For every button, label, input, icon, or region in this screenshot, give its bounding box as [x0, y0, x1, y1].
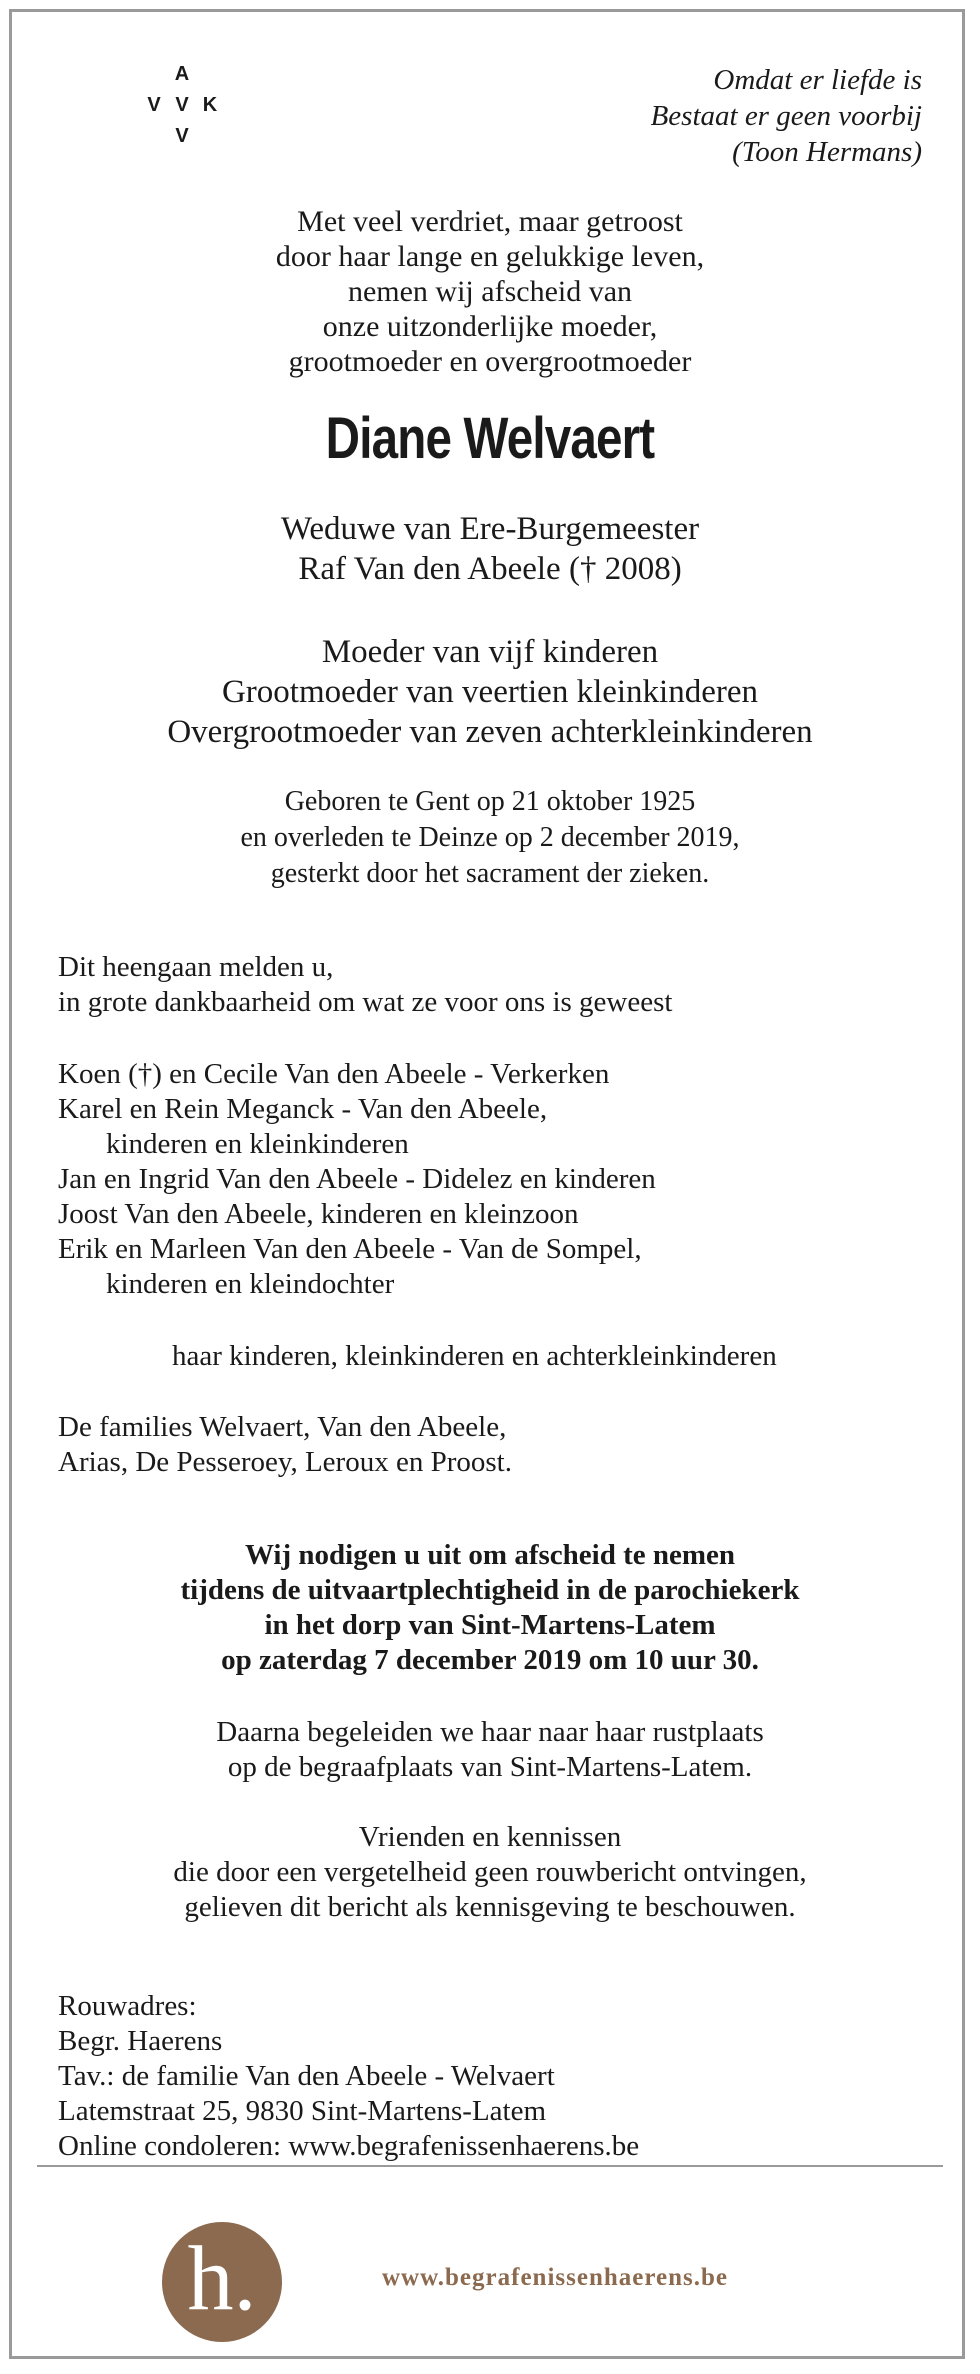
born-line: gesterkt door het sacrament der zieken.	[270, 858, 710, 889]
obituary-card	[9, 9, 965, 2359]
intro-line: onze uitzonderlijke moeder,	[322, 310, 658, 343]
intro-line: Met veel verdriet, maar getroost	[297, 205, 683, 238]
friends-line: die door een vergetelheid geen rouwbericht ontvingen,	[173, 1856, 807, 1888]
intro-line: grootmoeder en overgrootmoeder	[288, 345, 692, 378]
invite-line: in het dorp van Sint-Martens-Latem	[264, 1609, 716, 1641]
quote-line: Bestaat er geen voorbij	[650, 100, 922, 132]
announcement	[58, 950, 672, 1020]
children-text	[12, 632, 968, 752]
children-line: Moeder van vijf kinderen	[321, 634, 659, 670]
widow-line: Raf Van den Abeele († 2008)	[298, 551, 682, 587]
address-label: Rouwadres:	[58, 1990, 197, 2022]
family-line: Koen (†) en Cecile Van den Abeele - Verkerken	[58, 1058, 610, 1090]
family-line: Joost Van den Abeele, kinderen en kleinzoon	[58, 1198, 579, 1230]
invite-line: Wij nodigen u uit om afscheid te nemen	[244, 1539, 736, 1571]
born-line: en overleden te Deinze op 2 december 2019,	[240, 822, 740, 853]
family-line: Erik en Marleen Van den Abeele - Van de Sompel,	[58, 1233, 642, 1265]
family-list	[58, 1057, 656, 1302]
intro-line: door haar lange en gelukkige leven,	[275, 240, 705, 273]
quote-line: Omdat er liefde is	[713, 64, 922, 96]
announce-line: in grote dankbaarheid om wat ze voor ons is geweest	[58, 986, 673, 1018]
intro-line: nemen wij afscheid van	[347, 275, 633, 308]
families-line: Arias, De Pesseroey, Leroux en Proost.	[58, 1446, 512, 1478]
quote	[651, 62, 922, 170]
widow-line: Weduwe van Ere-Burgemeester	[280, 511, 700, 547]
quote-author: (Toon Hermans)	[732, 136, 922, 168]
deceased-name: Diane Welvaert	[325, 406, 655, 471]
children-line: Grootmoeder van veertien kleinkinderen	[221, 674, 759, 710]
friends-line: gelieven dit bericht als kennisgeving te beschouwen.	[184, 1891, 796, 1923]
widow-text	[12, 509, 968, 589]
avvk-letter-k: K	[202, 94, 218, 116]
families-text	[58, 1410, 512, 1480]
born-line: Geboren te Gent op 21 oktober 1925	[284, 786, 696, 817]
generations-line: haar kinderen, kleinkinderen en achterkleinkinderen	[172, 1340, 777, 1372]
funeral-invitation	[12, 1538, 968, 1678]
avvk-letter-v-left: V	[147, 94, 161, 116]
address-line: Latemstraat 25, 9830 Sint-Martens-Latem	[58, 2095, 547, 2127]
burial-text	[12, 1715, 968, 1785]
children-line: Overgrootmoeder van zeven achterkleinkinderen	[167, 714, 813, 750]
birth-death-text	[12, 784, 968, 892]
intro-text	[12, 204, 968, 379]
avvk-letter-v-bottom: V	[175, 125, 189, 147]
families-line: De families Welvaert, Van den Abeele,	[58, 1411, 507, 1443]
invite-line: tijdens de uitvaartplechtigheid in de parochiekerk	[180, 1574, 800, 1606]
avvk-cross-icon	[140, 64, 224, 150]
footer-divider	[37, 2165, 943, 2167]
website-link[interactable]: www.begrafenissenhaerens.be	[382, 2264, 728, 2291]
invite-line: op zaterdag 7 december 2019 om 10 uur 30.	[221, 1644, 759, 1676]
logo-letter: h.	[187, 2227, 257, 2329]
address-line: Tav.: de familie Van den Abeele - Welvaert	[58, 2060, 555, 2092]
family-line: Jan en Ingrid Van den Abeele - Didelez en kinderen	[58, 1163, 656, 1195]
avvk-letter-v-center: V	[175, 94, 189, 116]
after-line: Daarna begeleiden we haar naar haar rustplaats	[216, 1716, 764, 1748]
haerens-logo-icon	[162, 2222, 282, 2342]
avvk-letter-a: A	[174, 63, 190, 85]
address-line: Begr. Haerens	[58, 2025, 223, 2057]
friends-line: Vrienden en kennissen	[358, 1821, 622, 1853]
family-line: Karel en Rein Meganck - Van den Abeele,	[58, 1093, 548, 1125]
family-line: kinderen en kleinkinderen	[106, 1128, 409, 1160]
condolence-link[interactable]: Online condoleren: www.begrafenissenhaerens.be	[58, 2130, 640, 2162]
friends-text	[12, 1820, 968, 1925]
after-line: op de begraafplaats van Sint-Martens-Latem.	[227, 1751, 753, 1783]
address-block	[58, 1989, 639, 2164]
announce-line: Dit heengaan melden u,	[58, 951, 334, 983]
family-line: kinderen en kleindochter	[106, 1268, 395, 1300]
